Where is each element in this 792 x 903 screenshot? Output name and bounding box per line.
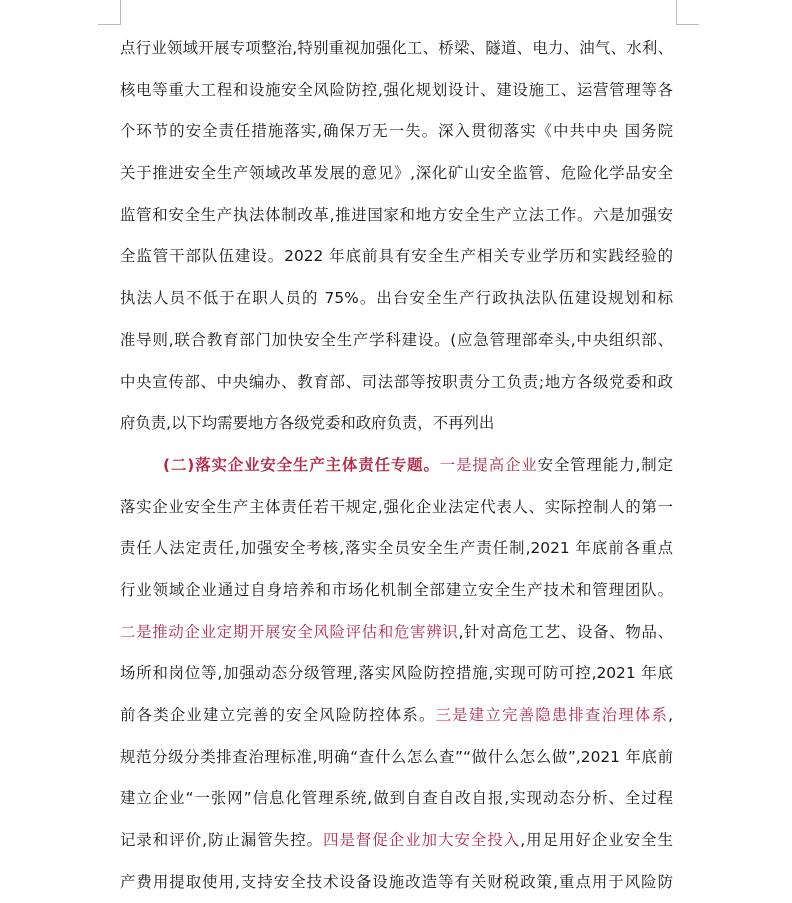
highlight-phrase: 二是推动企业定期开展安全风险评估和危害辨识 bbox=[120, 622, 459, 641]
text-line: 点行业领域开展专项整治,特别重视加强化工、桥梁、隧道、电力、油气、水利、 bbox=[120, 39, 673, 57]
text-line bbox=[120, 820, 673, 862]
document-body bbox=[120, 28, 673, 903]
text-line bbox=[120, 612, 673, 654]
text-line: 场所和岗位等,加强动态分级管理,落实风险防控措施,实现可防可控,2021 年底 bbox=[120, 664, 673, 683]
text-line: 核电等重大工程和设施安全风险防控,强化规划设计、建设施工、运营管理等各 bbox=[120, 80, 673, 99]
highlight-phrase: 四是督促企业加大安全投入 bbox=[323, 831, 521, 850]
text-run: , bbox=[668, 706, 673, 724]
text-line: 准导则,联合教育部门加快安全生产学科建设。(应急管理部牵头,中央组织部、 bbox=[120, 330, 673, 349]
text-line: 责任人法定责任,加强安全考核,落实全员安全生产责任制,2021 年底前各重点 bbox=[120, 539, 673, 558]
text-line: 落实企业安全生产主体责任若干规定,强化企业法定代表人、实际控制人的第一 bbox=[120, 497, 673, 516]
text-line: 产费用提取使用,支持安全技术设备设施改造等有关财税政策,重点用于风险防 bbox=[120, 872, 673, 891]
text-line: 个环节的安全责任措施落实,确保万无一失。深入贯彻落实《中共中央 国务院 bbox=[120, 122, 673, 141]
highlight-phrase: 一是提高企业 bbox=[439, 455, 538, 474]
text-run: ,针对高危工艺、设备、物品、 bbox=[458, 622, 673, 641]
text-run: 记录和评价,防止漏管失控。 bbox=[120, 831, 324, 850]
text-run: ,用足用好企业安全生 bbox=[520, 831, 673, 850]
margin-corner-mark-left bbox=[98, 0, 121, 25]
margin-corner-mark-right bbox=[676, 0, 699, 25]
text-line bbox=[120, 445, 673, 487]
text-line: 关于推进安全生产领域改革发展的意见》,深化矿山安全监管、危险化学品安全 bbox=[120, 164, 673, 183]
text-line: 建立企业“一张网”信息化管理系统,做到自查自改自报,实现动态分析、全过程 bbox=[120, 789, 673, 808]
text-run: 安全管理能力,制定 bbox=[537, 455, 673, 474]
section-heading: (二)落实企业安全生产主体责任专题。 bbox=[163, 455, 440, 474]
highlight-phrase: 三是建立完善隐患排查治理体系 bbox=[435, 706, 669, 724]
text-line: 府负责,以下均需要地方各级党委和政府负责，不再列出 bbox=[120, 414, 495, 433]
paragraph-safety-supervision bbox=[120, 28, 673, 445]
paragraph-enterprise-responsibility bbox=[120, 445, 673, 903]
text-line: 中央宣传部、中央编办、教育部、司法部等按职责分工负责;地方各级党委和政 bbox=[120, 372, 673, 391]
text-line: 规范分级分类排查治理标准,明确“查什么怎么查”“做什么怎么做”,2021 年底前 bbox=[120, 747, 673, 766]
text-line: 监管和安全生产执法体制改革,推进国家和地方安全生产立法工作。六是加强安 bbox=[120, 205, 673, 224]
text-run: 前各类企业建立完善的安全风险防控体系。 bbox=[120, 706, 436, 724]
text-line: 行业领域企业通过自身培养和市场化机制全部建立安全生产技术和管理团队。 bbox=[120, 580, 673, 599]
text-line: 执法人员不低于在职人员的 75%。出台安全生产行政执法队伍建设规划和标 bbox=[120, 289, 673, 308]
text-line bbox=[120, 695, 673, 737]
text-line: 全监管干部队伍建设。2022 年底前具有安全生产相关专业学历和实践经验的 bbox=[120, 247, 673, 266]
